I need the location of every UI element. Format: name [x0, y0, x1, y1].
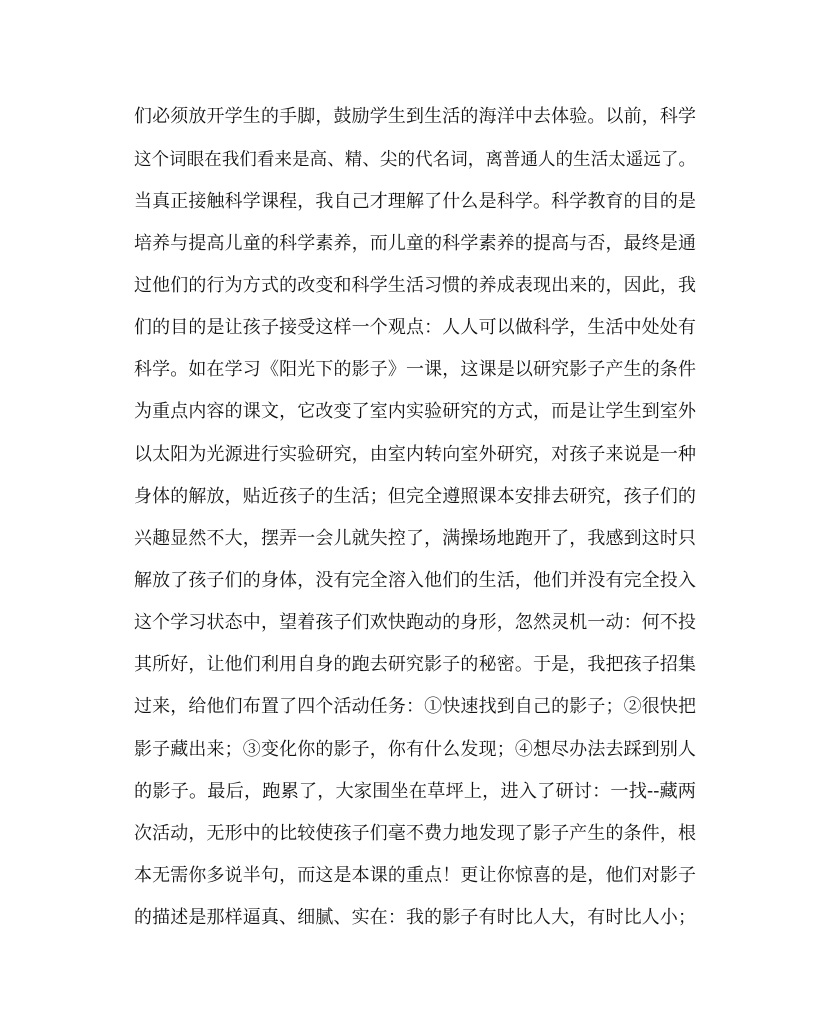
text-line: 这个词眼在我们看来是高、精、尖的代名词，离普通人的生活太遥远了。: [134, 150, 696, 170]
text-line: 的描述是那样逼真、细腻、实在：我的影子有时比人大，有时比人小；: [134, 907, 696, 928]
text-line: 解放了孩子们的身体，没有完全溶入他们的生活，他们并没有完全投入: [134, 570, 696, 591]
text-line: 当真正接触科学课程，我自己才理解了什么是科学。科学教育的目的是: [134, 191, 696, 212]
text-line: 次活动，无形中的比较使孩子们毫不费力地发现了影子产生的条件，根: [134, 823, 696, 844]
text-line: 科学。如在学习《阳光下的影子》一课，这课是以研究影子产生的条件: [134, 359, 696, 380]
text-line: 以太阳为光源进行实验研究，由室内转向室外研究，对孩子来说是一种: [134, 444, 696, 465]
text-line: 过他们的行为方式的改变和科学生活习惯的养成表现出来的，因此，我: [134, 275, 696, 296]
text-line: 过来，给他们布置了四个活动任务：①快速找到自己的影子；②很快把: [134, 696, 696, 717]
text-line: 这个学习状态中，望着孩子们欢快跑动的身形，忽然灵机一动：何不投: [134, 612, 696, 633]
text-line: 培养与提高儿童的科学素养，而儿童的科学素养的提高与否，最终是通: [134, 233, 696, 254]
text-line: 其所好，让他们利用自身的跑去研究影子的秘密。于是，我把孩子招集: [134, 654, 696, 675]
text-line: 为重点内容的课文，它改变了室内实验研究的方式，而是让学生到室外: [134, 401, 696, 422]
text-line: 的影子。最后，跑累了，大家围坐在草坪上，进入了研讨：一找--藏两: [134, 781, 696, 802]
text-line: 本无需你多说半句，而这是本课的重点！更让你惊喜的是，他们对影子: [134, 865, 696, 886]
text-line: 们的目的是让孩子接受这样一个观点：人人可以做科学，生活中处处有: [134, 317, 696, 338]
text-line: 兴趣显然不大，摆弄一会儿就失控了，满操场地跑开了，我感到这时只: [134, 528, 696, 549]
text-line: 身体的解放，贴近孩子的生活；但完全遵照课本安排去研究，孩子们的: [134, 486, 696, 507]
text-line: 们必须放开学生的手脚，鼓励学生到生活的海洋中去体验。以前，科学: [134, 106, 696, 127]
text-line: 影子藏出来；③变化你的影子，你有什么发现；④想尽办法去踩到别人: [134, 739, 696, 760]
